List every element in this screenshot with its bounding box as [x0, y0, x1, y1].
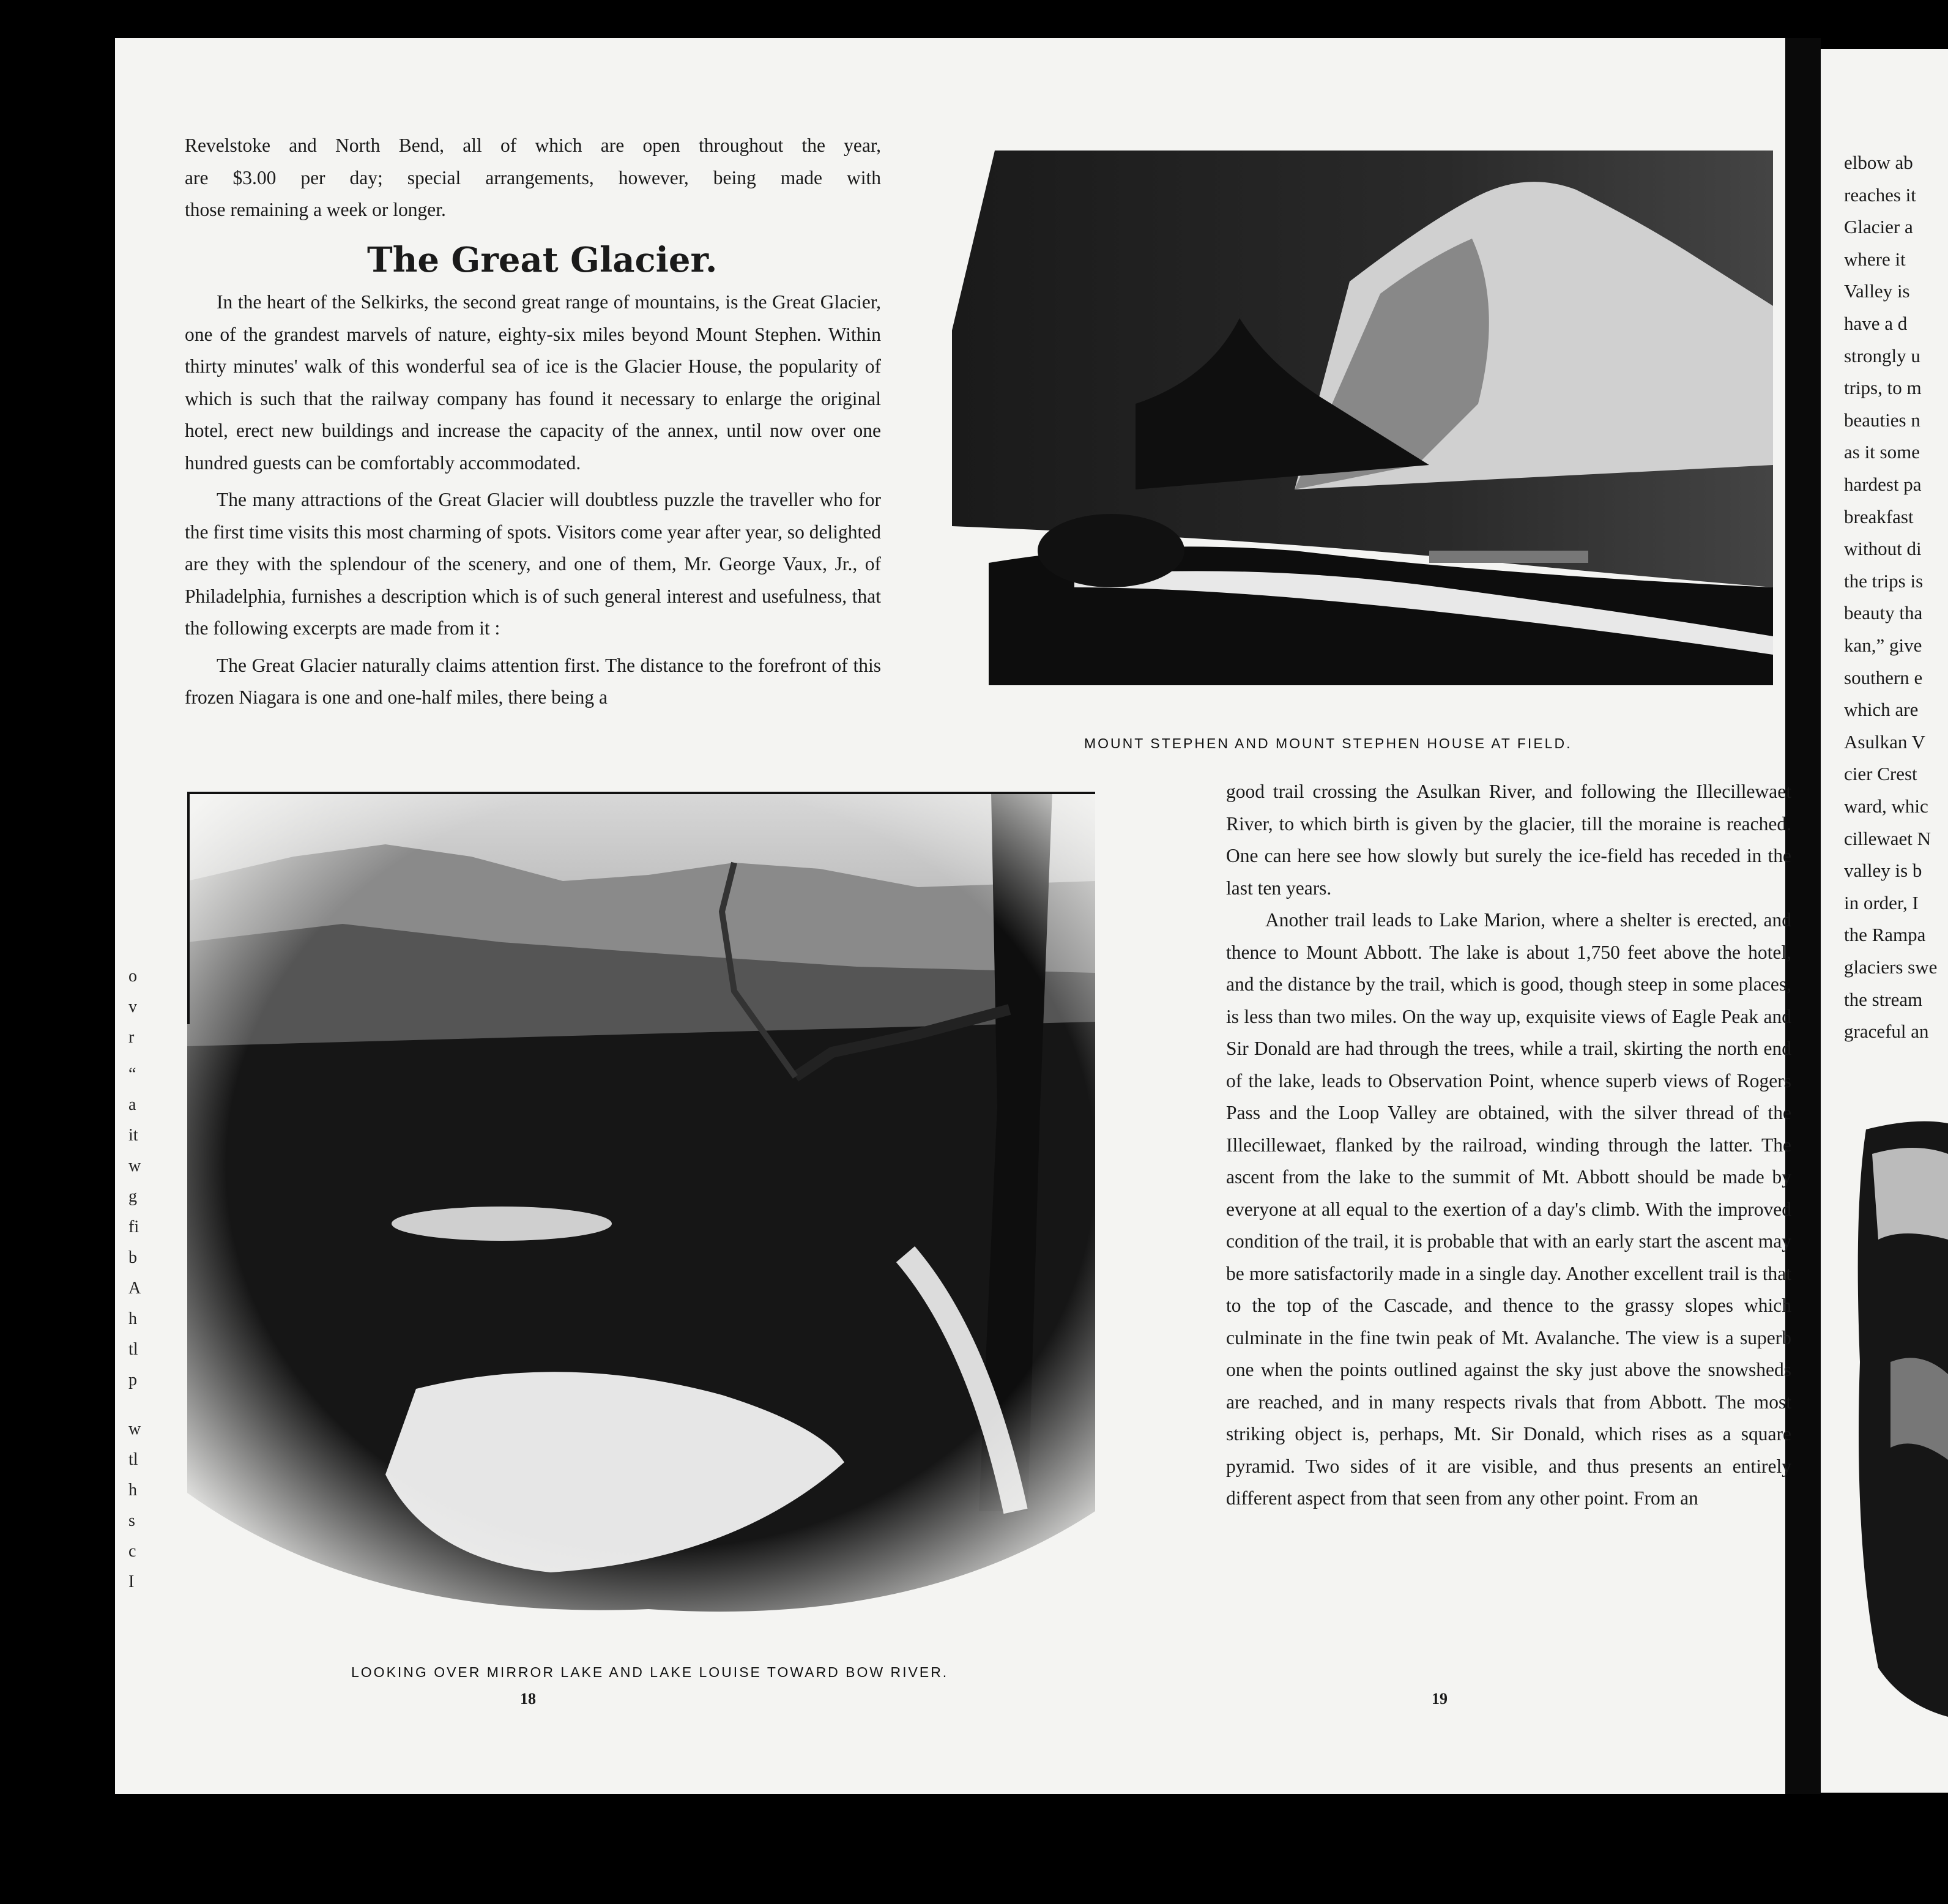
intro-line: are $3.00 per day; special arrangements, however, being made with [185, 166, 881, 188]
next-page-line: cier Crest [1844, 763, 1917, 785]
previous-page-margin [116, 954, 177, 1664]
next-page-line: breakfast [1844, 505, 1914, 527]
left-page-number: 18 [520, 1690, 536, 1708]
next-page-line: the stream [1844, 988, 1923, 1010]
next-page-line: ward, whic [1844, 795, 1928, 817]
left-body-text [185, 286, 881, 714]
margin-letter: a [128, 1095, 136, 1114]
next-page-line: valley is b [1844, 860, 1922, 882]
next-page-line: elbow ab [1844, 152, 1913, 173]
section-heading: The Great Glacier. [367, 240, 718, 280]
next-page-line: strongly u [1844, 344, 1920, 366]
paragraph: In the heart of the Selkirks, the second great range of mountains, is the Great Glacier, one of the grandest marvels of nature, eighty-six miles beyond Mount Stephen. Within thirty minutes' walk of this wonderful sea of ice is the Glacier House, the popularity of which is such that the railway company has found it necessary to enlarge the original hotel, erect new buildings and increase the capacity of the annex, until now over one hundred guests can be comfortably accommodated. [185, 291, 881, 474]
right-body-text [1226, 776, 1791, 1515]
margin-letter: v [128, 997, 137, 1016]
next-page-line: hardest pa [1844, 474, 1922, 495]
intro-line: Revelstoke and North Bend, all of which are open throughout the year, [185, 135, 881, 156]
margin-letter: it [128, 1126, 138, 1145]
next-page-photo [1842, 1117, 1948, 1729]
paragraph: Another trail leads to Lake Marion, where a shelter is erected, and thence to Mount Abbott. The lake is about 1,750 feet above the hotel, and the distance by the trail, which is good, though steep in some places, is less than two miles. On the way up, exquisite views of Eagle Peak and Sir Donald are had through the trees, while a trail, skirting the north end of the lake, leads to Observation Point, whence superb views of Rogers Pass and the Loop Valley are obtained, with the silver thread of the Illecillewaet, flanked by the railroad, winding through the latter. The ascent from the lake to the summit of Mt. Abbott should be made by everyone at all equal to the exertion of a day's climb. With the improved condition of the trail, it is probable that with an early start the ascent may be more satisfactorily made in a single day. Another excellent trail is that to the top of the Cascade, and thence to the grassy slopes which culminate in the fine twin peak of Mt. Avalanche. The view is a superb one when the points outlined against the sky just above the snowsheds are reached, and in many respects rivals that from Abbott. The most striking object is, perhaps, Mt. Sir Donald, which rises as a square pyramid. Two sides of it are visible, and thus presents an entirely different aspect from that seen from any other point. From an [1226, 909, 1791, 1509]
margin-letter: s [128, 1511, 135, 1530]
margin-letter: w [128, 1156, 141, 1175]
next-page-line: which are [1844, 699, 1919, 721]
margin-letter: b [128, 1248, 137, 1267]
next-page-line: southern e [1844, 666, 1923, 688]
margin-letter: p [128, 1370, 137, 1389]
intro-line: those remaining a week or longer. [185, 199, 446, 220]
mirror-lake-photo [184, 789, 1138, 1627]
next-page-line: Valley is [1844, 280, 1910, 302]
margin-letter: c [128, 1542, 136, 1561]
margin-letter: o [128, 967, 137, 986]
right-page-number: 19 [1432, 1690, 1448, 1708]
margin-letter: I [128, 1572, 135, 1591]
intro-text [185, 130, 881, 226]
margin-letter: fi [128, 1218, 139, 1236]
next-page-line: trips, to m [1844, 377, 1922, 399]
next-page-line: graceful an [1844, 1021, 1929, 1043]
left-photo-caption: LOOKING OVER MIRROR LAKE AND LAKE LOUISE TOWARD BOW RIVER. [351, 1664, 949, 1680]
next-page-line: Glacier a [1844, 216, 1913, 238]
mount-stephen-photo [952, 147, 1773, 689]
next-page-line: Asulkan V [1844, 731, 1925, 753]
next-page-line: beauties n [1844, 409, 1920, 431]
next-page-line: glaciers swe [1844, 956, 1938, 978]
next-page-line: in order, I [1844, 891, 1919, 913]
next-page-line: the trips is [1844, 570, 1924, 592]
next-page-line: as it some [1844, 441, 1920, 463]
next-page-line: the Rampa [1844, 924, 1926, 946]
margin-letter: “ [128, 1065, 136, 1084]
next-page-line: without di [1844, 538, 1922, 560]
margin-letter: tl [128, 1340, 138, 1359]
paragraph: good trail crossing the Asulkan River, and following the Illecillewaet River, to which birth is given by the glacier, till the moraine is reached. One can here see how slowly but surely the ice-field has receded in the last ten years. [1226, 781, 1791, 899]
margin-letter: tl [128, 1450, 138, 1469]
margin-letter: h [128, 1309, 137, 1328]
margin-letter: h [128, 1481, 137, 1500]
right-photo-caption: MOUNT STEPHEN AND MOUNT STEPHEN HOUSE AT FIELD. [1084, 735, 1572, 751]
margin-letter: g [128, 1187, 137, 1206]
margin-letter: w [128, 1419, 141, 1438]
next-page-line: where it [1844, 248, 1906, 270]
paragraph: The Great Glacier naturally claims attention first. The distance to the forefront of this frozen Niagara is one and one-half miles, there being a [185, 654, 881, 708]
next-page-line: reaches it [1844, 184, 1916, 206]
paragraph: The many attractions of the Great Glacier will doubtless puzzle the traveller who for the first time visits this most charming of spots. Visitors come year after year, so delighted are they with the splendour of the scenery, and one of them, Mr. George Vaux, Jr., of Philadelphia, furnishes a description which is of such general interest and usefulness, that the following excerpts are made from it : [185, 489, 881, 639]
next-page-line: have a d [1844, 313, 1908, 334]
margin-letter: A [128, 1279, 141, 1298]
margin-letter: r [128, 1028, 135, 1047]
next-page-line: cillewaet N [1844, 827, 1931, 849]
next-page-line: kan,” give [1844, 634, 1922, 656]
next-page-line: beauty tha [1844, 602, 1923, 624]
